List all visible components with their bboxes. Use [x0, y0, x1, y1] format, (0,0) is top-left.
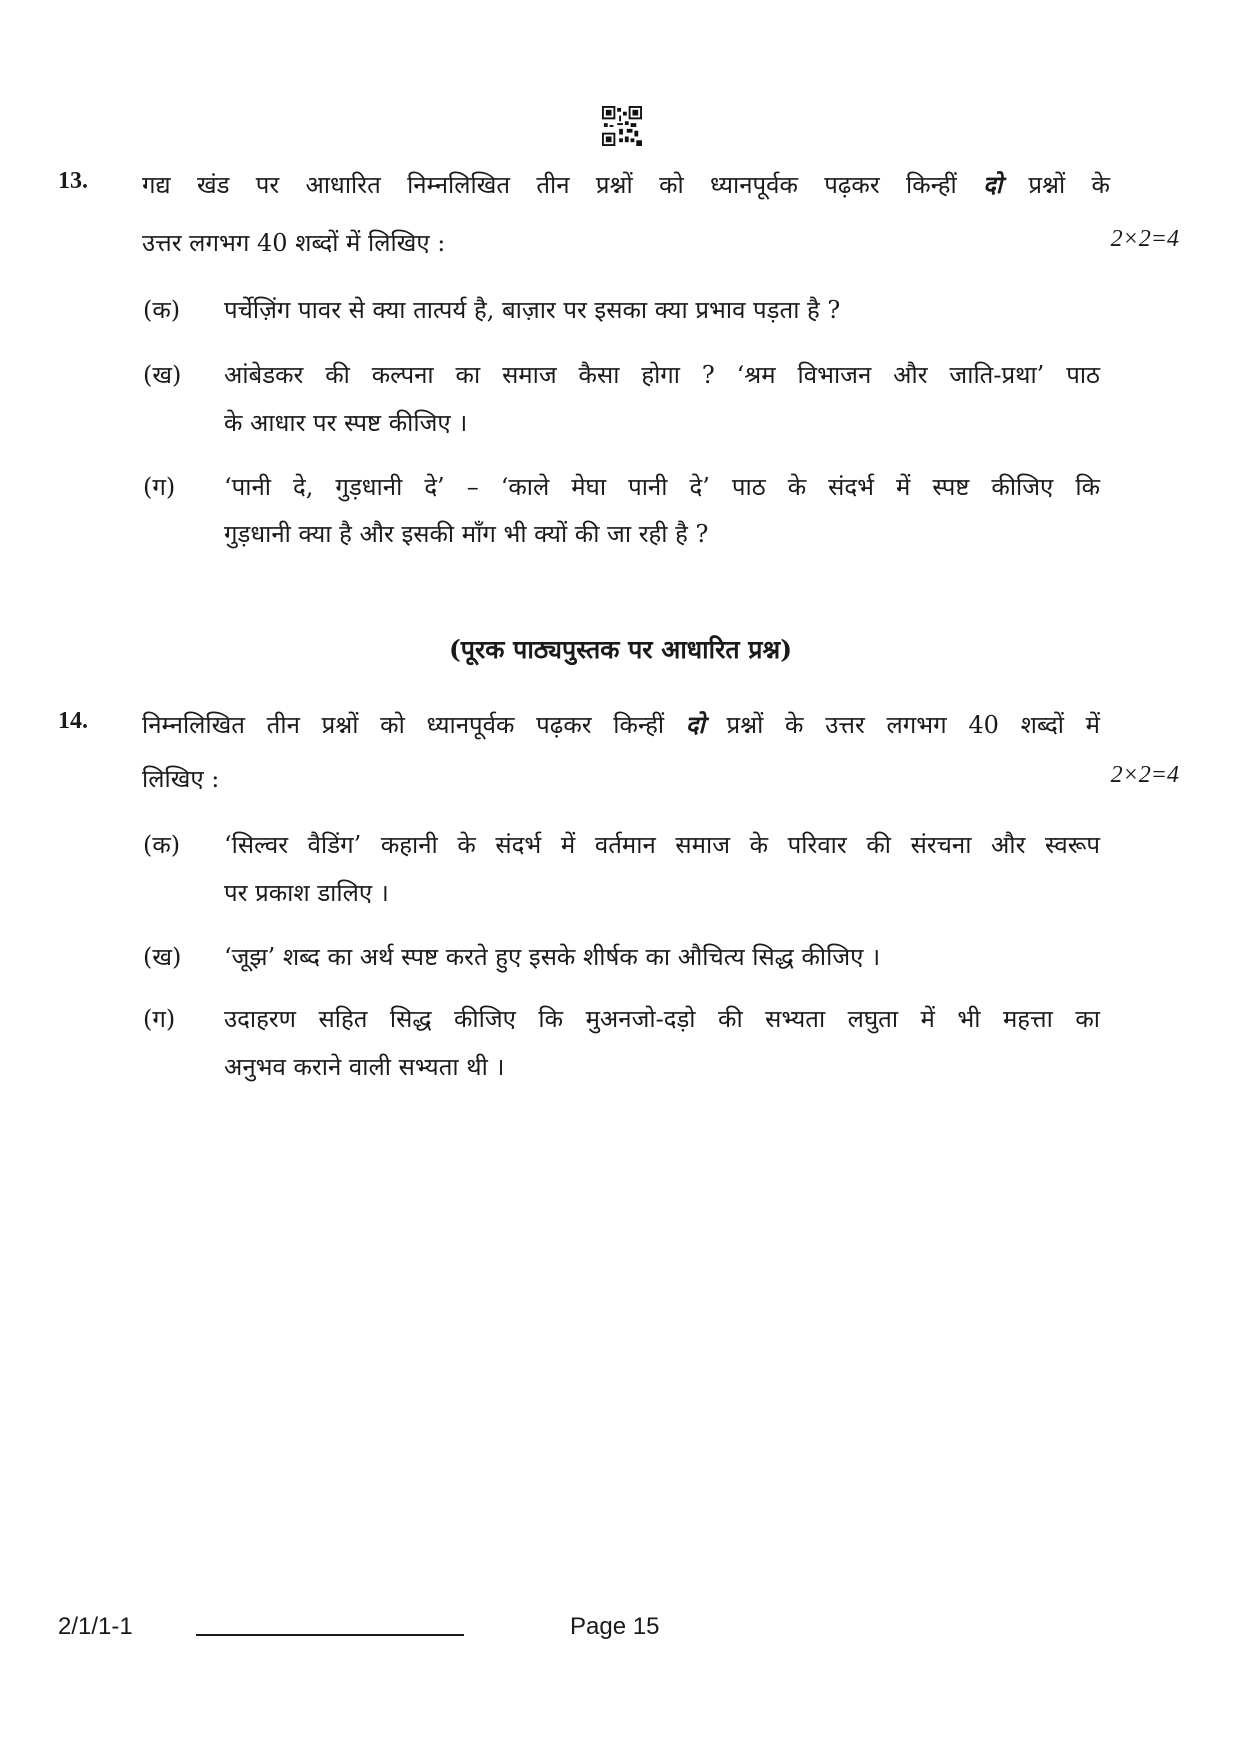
- question-14-item-ka-label: (क): [143, 831, 181, 859]
- footer-page-number: Page 15: [570, 1613, 660, 1640]
- question-14-item-ga-line1: उदाहरण सहित सिद्ध कीजिए कि मुअनजो-दड़ो की सभ्यता लघुता में भी महत्ता का: [224, 1005, 1100, 1033]
- question-13-intro-line1: गद्य खंड पर आधारित निम्नलिखित तीन प्रश्नों को ध्यानपूर्वक पढ़कर किन्हीं दो प्रश्नों के: [142, 170, 1110, 199]
- question-14-intro-line2: लिखिए :: [142, 765, 220, 793]
- footer-paper-code: 2/1/1-1: [58, 1613, 133, 1640]
- question-13-marks: 2×2=4: [1110, 226, 1179, 252]
- question-14-item-ka-line2: पर प्रकाश डालिए ।: [224, 879, 389, 907]
- question-13-number: 13.: [58, 168, 88, 194]
- question-13-item-ka-label: (क): [143, 296, 181, 324]
- question-14-item-kha-line1: ‘जूझ’ शब्द का अर्थ स्पष्ट करते हुए इसके शीर्षक का औचित्य सिद्ध कीजिए ।: [224, 943, 881, 971]
- question-14-item-ga-line2: अनुभव कराने वाली सभ्यता थी ।: [224, 1053, 505, 1081]
- question-14-number: 14.: [58, 708, 88, 734]
- question-13-item-ka-line1: पर्चेज़िंग पावर से क्या तात्पर्य है, बाज़ार पर इसका क्या प्रभाव पड़ता है ?: [224, 296, 841, 324]
- emphasis-word: दो: [685, 710, 705, 739]
- question-13-item-ga-line2: गुड़धानी क्या है और इसकी माँग भी क्यों की जा रही है ?: [224, 520, 709, 548]
- emphasis-word: दो: [983, 170, 1003, 199]
- qr-code-icon: [602, 106, 642, 146]
- question-14-intro-line1: निम्नलिखित तीन प्रश्नों को ध्यानपूर्वक पढ़कर किन्हीं दो प्रश्नों के उत्तर लगभग 40 शब्दों में: [142, 710, 1100, 739]
- question-14-item-kha-label: (ख): [143, 943, 182, 971]
- question-13-item-ga-line1: ‘पानी दे, गुड़धानी दे’ – ‘काले मेघा पानी दे’ पाठ के संदर्भ में स्पष्ट कीजिए कि: [224, 473, 1100, 501]
- question-14-marks: 2×2=4: [1110, 762, 1179, 788]
- question-13-item-kha-label: (ख): [143, 361, 182, 389]
- section-heading: (पूरक पाठ्यपुस्तक पर आधारित प्रश्न): [448, 635, 793, 664]
- question-13-intro-line2: उत्तर लगभग 40 शब्दों में लिखिए :: [142, 229, 446, 257]
- question-14-item-ga-label: (ग): [143, 1005, 176, 1033]
- question-13-item-kha-line2: के आधार पर स्पष्ट कीजिए ।: [224, 409, 468, 437]
- question-14-item-ka-line1: ‘सिल्वर वैडिंग’ कहानी के संदर्भ में वर्तमान समाज के परिवार की संरचना और स्वरूप: [224, 831, 1100, 859]
- question-13-item-ga-label: (ग): [143, 473, 176, 501]
- footer-divider: [196, 1634, 464, 1636]
- question-13-item-kha-line1: आंबेडकर की कल्पना का समाज कैसा होगा ? ‘श्रम विभाजन और जाति-प्रथा’ पाठ: [224, 361, 1100, 389]
